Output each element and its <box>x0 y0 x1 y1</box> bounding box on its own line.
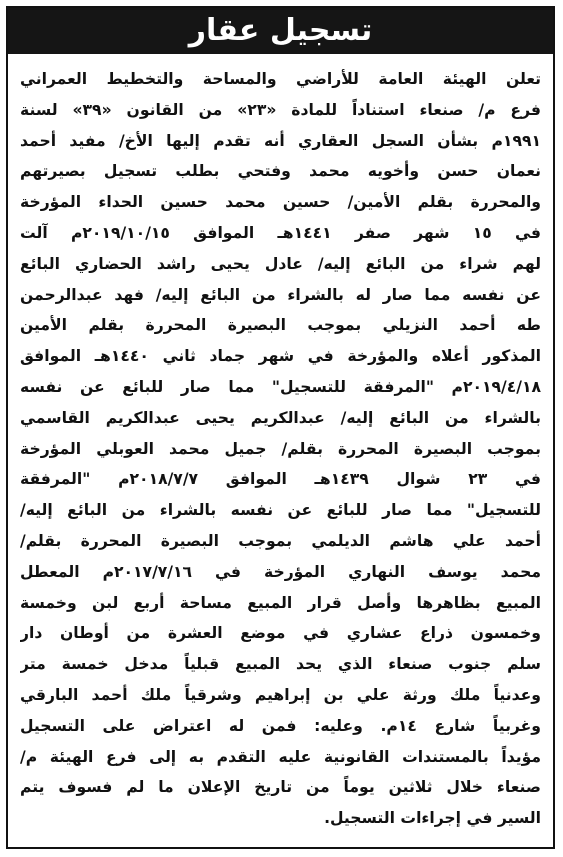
body-line: صنعاء خلال ثلاثين يوماً من تاريخ الإعلان ما لم فسوف يتم <box>20 778 541 797</box>
body-line: في ٢٣ شوال ١٤٣٩هـ الموافق ٢٠١٨/٧/٧م "المرفقة <box>20 470 541 489</box>
body-line: عن نفسه مما صار له بالشراء من البائع إليه/ فهد عبدالرحمن <box>20 285 541 304</box>
notice-body <box>20 64 541 834</box>
body-line: نعمان حسن وأخويه محمد وفتحي بطلب تسجيل بصيرتهم <box>20 162 541 181</box>
body-line: وعدنياً ملك ورثة علي بن إبراهيم وشرقياً ملك أحمد البارقي <box>20 685 541 704</box>
body-line: والمحررة بقلم الأمين/ حسين محمد حسين الحداء المؤرخة <box>20 193 541 212</box>
body-line: في ١٥ شهر صفر ١٤٤١هـ الموافق ٢٠١٩/١٠/١٥م آلت <box>20 223 541 242</box>
body-line: بموجب البصيرة المحررة بقلم/ جميل محمد العوبلي المؤرخة <box>20 439 541 458</box>
body-line: فرع م/ صنعاء استناداً للمادة «٢٣» من القانون «٣٩» لسنة <box>20 100 541 119</box>
body-line: بالشراء من البائع إليه/ عبدالكريم يحيى عبدالكريم القاسمي <box>20 408 541 427</box>
body-line: للتسجيل" مما صار للبائع عن نفسه بالشراء من البائع إليه/ <box>20 501 541 520</box>
body-line: سلم جنوب صنعاء الذي يحد المبيع قبلياً مدخل خمسة متر <box>20 655 541 674</box>
body-line: طه أحمد النزيلي بموجب البصيرة المحررة بقلم الأمين <box>20 316 541 335</box>
title-bar <box>8 8 553 54</box>
body-line: ١٩٩١م بشأن السجل العقاري أنه تقدم إليها الأخ/ مفيد أحمد <box>20 131 541 150</box>
body-line: السير في إجراءات التسجيل. <box>324 809 541 828</box>
body-line: محمد يوسف النهاري المؤرخة في ٢٠١٧/٧/١٦م المعطل <box>20 562 541 581</box>
body-line: وخمسون ذراع عشاري في موضع العشرة من أوطان دار <box>20 624 541 643</box>
body-line: وغربياً شارع ١٤م. وعليه: فمن له اعتراض على التسجيل <box>20 716 541 735</box>
body-line: لهم شراء من البائع إليه/ عادل يحيى راشد الحضاري البائع <box>20 254 541 273</box>
body-line: مؤيداً بالمستندات القانونية عليه التقدم به إلى فرع الهيئة م/ <box>20 747 541 766</box>
body-line: المذكور أعلاه والمؤرخة في شهر جماد ثاني ١٤٤٠هـ الموافق <box>20 347 541 366</box>
body-line: المبيع بظاهرها وأصل قرار المبيع مساحة أربع لبن وخمسة <box>20 593 541 612</box>
notice-title: تسجيل عقار <box>188 13 373 48</box>
body-line: أحمد علي هاشم الديلمي بموجب البصيرة المحررة بقلم/ <box>20 531 541 550</box>
body-line: ٢٠١٩/٤/١٨م "المرفقة للتسجيل" مما صار للبائع عن نفسه <box>20 377 541 396</box>
body-line: تعلن الهيئة العامة للأراضي والمساحة والتخطيط العمراني <box>20 70 541 88</box>
notice-box <box>6 6 555 849</box>
